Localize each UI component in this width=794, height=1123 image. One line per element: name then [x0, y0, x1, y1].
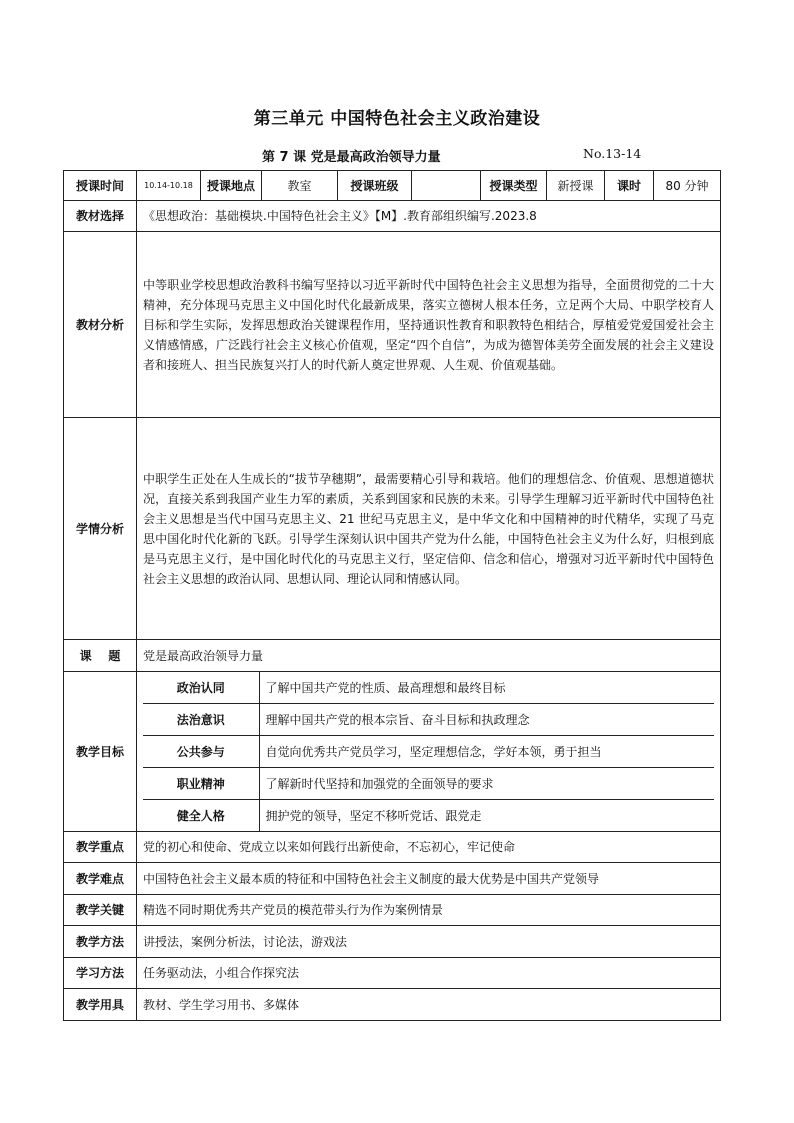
objective-item	[143, 800, 714, 832]
place-value: 教室	[262, 171, 338, 201]
teaching-tools-value: 教材、学生学习用书、多媒体	[137, 989, 721, 1021]
objective-item	[143, 704, 714, 736]
learning-methods-label: 学习方法	[64, 958, 137, 989]
type-label: 授课类型	[481, 171, 547, 201]
objective-value: 自觉向优秀共产党员学习，坚定理想信念，学好本领，勇于担当	[259, 736, 714, 768]
key-points-label: 教学重点	[64, 832, 137, 863]
topic-label: 课 题	[64, 640, 137, 672]
key-link-row	[64, 895, 721, 926]
student-analysis-row	[64, 418, 721, 640]
student-analysis-label: 学情分析	[64, 418, 137, 640]
objectives-table	[143, 672, 714, 831]
objectives-cell	[137, 672, 721, 832]
teaching-tools-row	[64, 989, 721, 1021]
class-label: 授课班级	[338, 171, 412, 201]
teaching-tools-label: 教学用具	[64, 989, 137, 1021]
key-points-row	[64, 832, 721, 863]
objective-item	[143, 768, 714, 800]
material-analysis-label: 教材分析	[64, 232, 137, 418]
objective-value: 理解中国共产党的根本宗旨、奋斗目标和执政理念	[259, 704, 714, 736]
objective-item	[143, 736, 714, 768]
objective-label: 法治意识	[143, 704, 259, 736]
topic-value: 党是最高政治领导力量	[137, 640, 721, 672]
type-value: 新授课	[547, 171, 605, 201]
topic-row	[64, 640, 721, 672]
teaching-methods-value: 讲授法，案例分析法，讨论法，游戏法	[137, 926, 721, 958]
objective-value: 了解中国共产党的性质、最高理想和最终目标	[259, 672, 714, 704]
objectives-label: 教学目标	[64, 672, 137, 832]
key-link-label: 教学关键	[64, 895, 137, 926]
material-choice-label: 教材选择	[64, 201, 137, 232]
objective-item	[143, 672, 714, 704]
hours-value: 80 分钟	[654, 171, 721, 201]
time-value: 10.14-10.18	[137, 171, 201, 201]
objectives-row	[64, 672, 721, 832]
lesson-plan-table	[63, 170, 721, 1021]
difficulties-row	[64, 863, 721, 895]
key-link-value: 精选不同时期优秀共产党员的模范带头行为作为案例情景	[137, 895, 721, 926]
info-row	[64, 171, 721, 201]
teaching-methods-label: 教学方法	[64, 926, 137, 958]
place-label: 授课地点	[201, 171, 262, 201]
time-label: 授课时间	[64, 171, 137, 201]
objective-value: 了解新时代坚持和加强党的全面领导的要求	[259, 768, 714, 800]
material-analysis-row	[64, 232, 721, 418]
class-value	[412, 171, 481, 201]
student-analysis-value: 中职学生正处在人生成长的“拔节孕穗期”，最需要精心引导和栽培。他们的理想信念、价值观、思想道德状况，直接关系到我国产业生力军的素质，关系到国家和民族的未来。引导学生理解习近平新时代中国特色社会主义思想是当代中国马克思主义、21 世纪马克思主义，是中华文化和中国精神的时代精华，实现了马克思中国化时代化新的飞跃。引导学生深刻认识中国共产党为什么能，中国特色社会主义为什么好，归根到底是马克思主义行，是中国化时代化的马克思主义行，坚定信仰、信念和信心，增强对习近平新时代中国特色社会主义思想的政治认同、思想认同、理论认同和情感认同。	[137, 418, 721, 640]
unit-title: 第三单元 中国特色社会主义政治建设	[253, 109, 541, 129]
objective-label: 职业精神	[143, 768, 259, 800]
objective-label: 政治认同	[143, 672, 259, 704]
lesson-number: No.13-14	[583, 146, 642, 161]
key-points-value: 党的初心和使命、党成立以来如何践行出新使命，不忘初心，牢记使命	[137, 832, 721, 863]
material-choice-row	[64, 201, 721, 232]
difficulties-label: 教学难点	[64, 863, 137, 895]
learning-methods-value: 任务驱动法，小组合作探究法	[137, 958, 721, 989]
difficulties-value: 中国特色社会主义最本质的特征和中国特色社会主义制度的最大优势是中国共产党领导	[137, 863, 721, 895]
lesson-title: 第 7 课 党是最高政治领导力量	[262, 150, 441, 165]
hours-label: 课时	[605, 171, 654, 201]
objective-label: 健全人格	[143, 800, 259, 832]
objective-label: 公共参与	[143, 736, 259, 768]
learning-methods-row	[64, 958, 721, 989]
material-choice-value: 《思想政治：基础模块.中国特色社会主义》【M】.教育部组织编写.2023.8	[137, 201, 721, 232]
material-analysis-value: 中等职业学校思想政治教科书编写坚持以习近平新时代中国特色社会主义思想为指导，全面贯彻党的二十大精神，充分体现马克思主义中国化时代化最新成果，落实立德树人根本任务，立足两个大局、中职学校育人目标和学生实际，发挥思想政治关键课程作用，坚持通识性教育和职教特色相结合，厚植爱党爱国爱社会主义情感情感，广泛践行社会主义核心价值观，坚定“四个自信”，为成为德智体美劳全面发展的社会主义建设者和接班人、担当民族复兴打人的时代新人奠定世界观、人生观、价值观基础。	[137, 232, 721, 418]
teaching-methods-row	[64, 926, 721, 958]
objective-value: 拥护党的领导，坚定不移听党话、跟党走	[265, 808, 482, 823]
